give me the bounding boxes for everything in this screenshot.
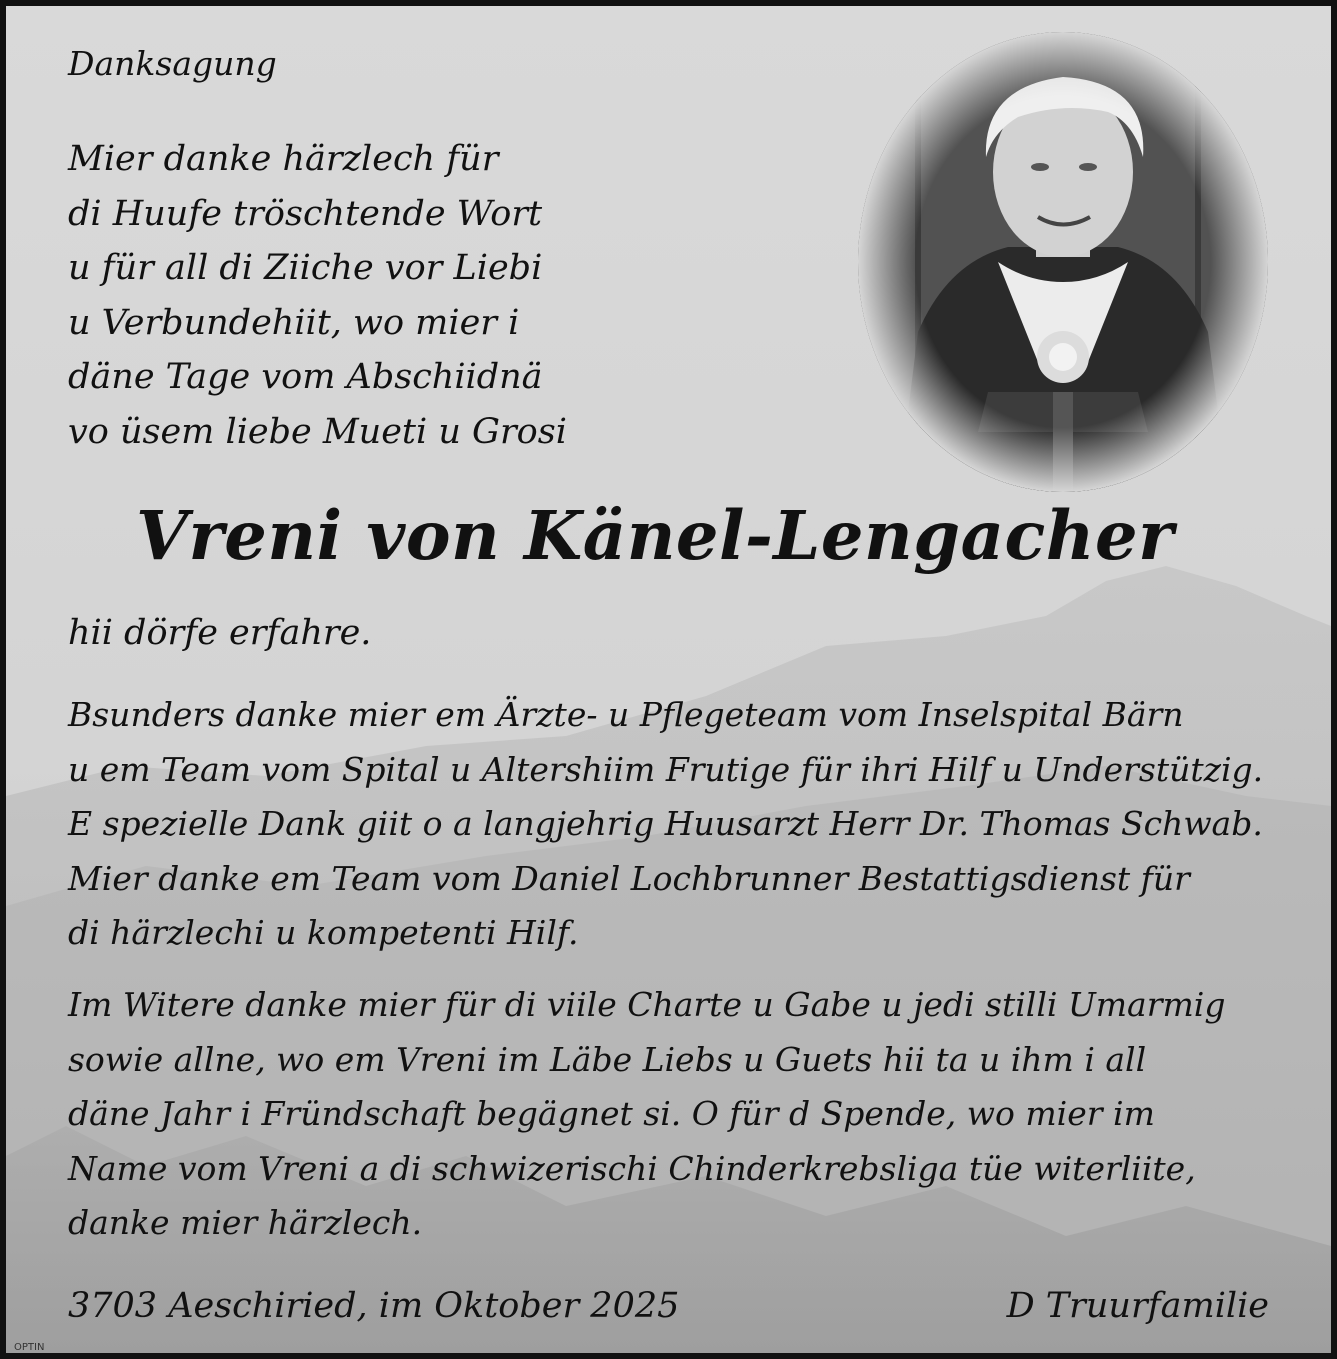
intro-text (68, 132, 567, 459)
intro-line: vo üsem liebe Mueti u Grosi (68, 411, 567, 452)
paragraph-line: sowie allne, wo em Vreni im Läbe Liebs u Guets hii ta u ihm i all (68, 1039, 1147, 1079)
paragraph-line: däne Jahr i Fründschaft begägnet si. O für d Spende, wo mier im (68, 1094, 1155, 1133)
intro-line: u für all di Ziiche vor Liebi (68, 248, 543, 288)
family-signature: D Truurfamilie (1006, 1286, 1269, 1326)
place-and-date: 3703 Aeschiried, im Oktober 2025 (68, 1286, 680, 1326)
portrait-photo-icon (858, 32, 1268, 492)
paragraph-line: E spezielle Dank giit o a langjehrig Huusarzt Herr Dr. Thomas Schwab. (68, 804, 1263, 843)
paragraph-thanks-cards (68, 978, 1225, 1251)
paragraph-line: Name vom Vreni a di schwizerischi Chinderkrebsliga tüe witerliite, (68, 1148, 1196, 1188)
paragraph-line: Mier danke em Team vom Daniel Lochbrunner Bestattigsdienst für (68, 858, 1190, 898)
paragraph-thanks-medical (68, 688, 1263, 961)
intro-line: di Huufe tröschtende Wort (68, 193, 543, 234)
paragraph-line: Bsunders danke mier em Ärzte- u Pflegeteam vom Inselspital Bärn (68, 695, 1184, 734)
paragraph-line: di härzlechi u kompetenti Hilf. (68, 913, 579, 952)
paragraph-line: danke mier härzlech. (68, 1203, 423, 1242)
publisher-mark: OPTIN (14, 1342, 45, 1353)
heading: Danksagung (68, 44, 277, 83)
paragraph-line: u em Team vom Spital u Altershiim Frutige für ihri Hilf u Understützig. (68, 749, 1264, 789)
paragraph-line: Im Witere danke mier für di viile Charte u Gabe u jedi stilli Umarmig (68, 985, 1226, 1024)
deceased-name: Vreni von Känel-Lengacher (136, 496, 1174, 575)
intro-line: däne Tage vom Abschiidnä (68, 357, 543, 397)
portrait-photo (858, 32, 1268, 492)
paragraph-continuation: hii dörfe erfahre. (68, 613, 372, 653)
intro-line: Mier danke härzlech für (68, 139, 499, 179)
intro-line: u Verbundehiit, wo mier i (68, 302, 520, 343)
